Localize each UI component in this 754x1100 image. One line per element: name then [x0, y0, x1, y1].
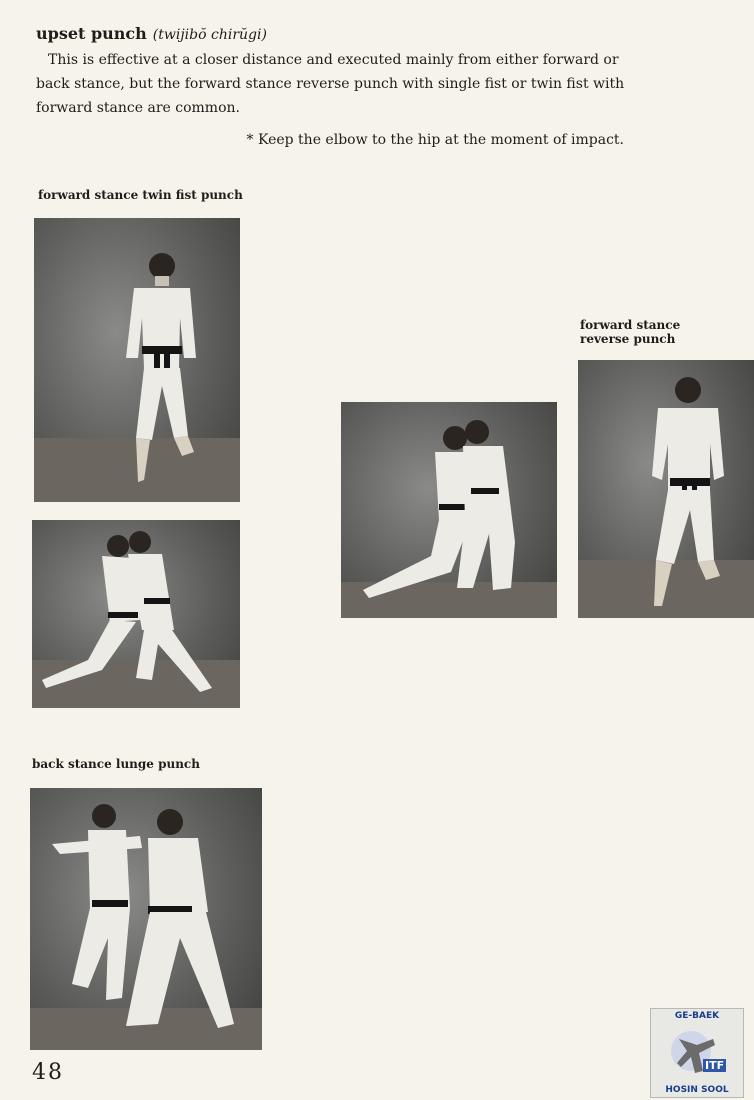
romanization: (twijibŏ chirŭgi): [152, 27, 267, 43]
page-number: 48: [32, 1060, 64, 1085]
caption-line-2: reverse punch: [580, 332, 676, 346]
watermark-top-text: GE-BAEK: [674, 1011, 720, 1021]
caption-twin-fist: forward stance twin fist punch: [38, 188, 243, 202]
caption-lunge-punch: back stance lunge punch: [32, 757, 200, 771]
watermark-bottom-text: HOSIN SOOL: [665, 1085, 729, 1095]
watermark-logo: [650, 1008, 744, 1098]
photo-lunge-punch: [30, 788, 262, 1050]
figures-illustration: [341, 402, 557, 618]
technique-note: * Keep the elbow to the hip at the moment of impact.: [246, 132, 624, 148]
figure-illustration: [578, 360, 754, 618]
photo-twin-fist-ready: [34, 218, 240, 502]
section-title: [36, 24, 267, 43]
caption-reverse-punch: [580, 318, 680, 346]
figure-illustration: [34, 218, 240, 502]
caption-line-1: forward stance: [580, 318, 681, 332]
kick-figure-icon: [651, 1009, 743, 1097]
figures-illustration: [32, 520, 240, 708]
photo-twin-fist-action: [32, 520, 240, 708]
photo-reverse-punch-ready: [578, 360, 754, 618]
figures-illustration: [30, 788, 262, 1050]
description-paragraph: This is effective at a closer distance and executed mainly from either forward or back stance, but the forward stance reverse punch with single fist or twin fist with forward stance are common.: [36, 52, 625, 116]
title-text: upset punch: [36, 24, 147, 43]
photo-reverse-punch-action: [341, 402, 557, 618]
watermark-middle-text: ITF: [705, 1059, 725, 1072]
